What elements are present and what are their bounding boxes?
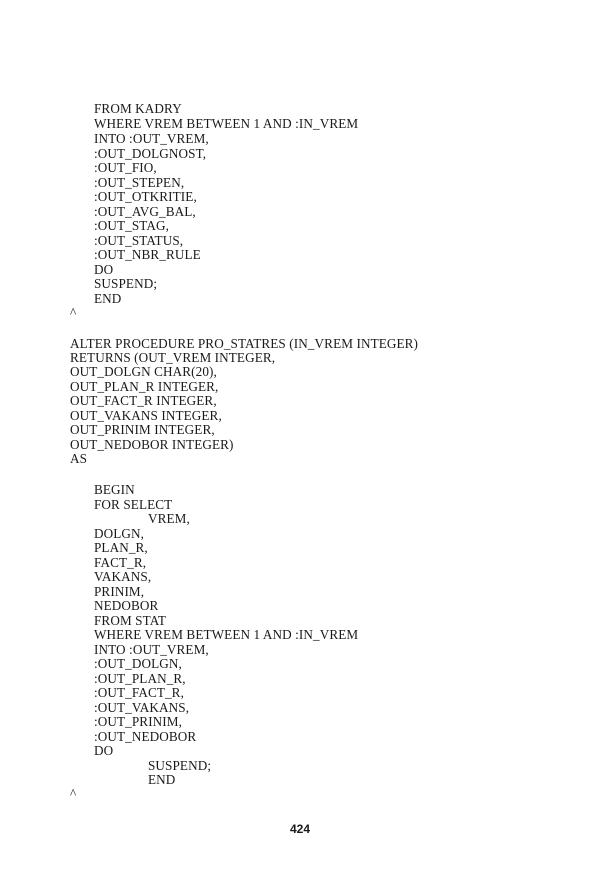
code-line: :OUT_FACT_R,	[94, 685, 184, 700]
code-line: DO	[94, 262, 114, 277]
code-line: END	[148, 772, 176, 787]
code-line: FOR SELECT	[94, 497, 173, 512]
code-line: :OUT_NBR_RULE	[94, 247, 201, 262]
code-line: DO	[94, 743, 114, 758]
code-line: OUT_PRINIM INTEGER,	[70, 422, 215, 437]
code-line: :OUT_OTKRITIE,	[94, 189, 197, 204]
code-line: OUT_NEDOBOR INTEGER)	[70, 437, 234, 452]
code-line: :OUT_PRINIM,	[94, 714, 183, 729]
code-line: :OUT_STATUS,	[94, 233, 184, 248]
code-line: OUT_PLAN_R INTEGER,	[70, 379, 219, 394]
code-line: FROM KADRY	[94, 101, 182, 116]
code-line: BEGIN	[94, 482, 135, 497]
code-line: :OUT_STAG,	[94, 218, 170, 233]
code-line: VAKANS,	[94, 569, 152, 584]
caret-terminator: ^	[70, 786, 77, 801]
code-line: RETURNS (OUT_VREM INTEGER,	[70, 350, 276, 365]
code-line: OUT_FACT_R INTEGER,	[70, 393, 217, 408]
code-line: OUT_VAKANS INTEGER,	[70, 408, 222, 423]
code-line: END	[94, 291, 122, 306]
code-line: WHERE VREM BETWEEN 1 AND :IN_VREM	[94, 116, 359, 131]
code-line: INTO :OUT_VREM,	[94, 131, 209, 146]
code-line: SUSPEND;	[148, 758, 212, 773]
code-line: :OUT_STEPEN,	[94, 175, 185, 190]
code-line: DOLGN,	[94, 526, 145, 541]
code-line: OUT_DOLGN CHAR(20),	[70, 364, 217, 379]
code-line: VREM,	[148, 511, 190, 526]
code-line: NEDOBOR	[94, 598, 159, 613]
code-line: WHERE VREM BETWEEN 1 AND :IN_VREM	[94, 627, 359, 642]
code-line: AS	[70, 451, 88, 466]
code-line: :OUT_VAKANS,	[94, 700, 190, 715]
code-line: SUSPEND;	[94, 276, 158, 291]
code-line: :OUT_DOLGNOST,	[94, 146, 207, 161]
code-line: :OUT_AVG_BAL,	[94, 204, 196, 219]
code-line: PLAN_R,	[94, 540, 148, 555]
code-line: :OUT_FIO,	[94, 160, 157, 175]
page-number: 424	[289, 822, 311, 836]
code-line: INTO :OUT_VREM,	[94, 642, 209, 657]
code-line: :OUT_DOLGN,	[94, 656, 182, 671]
caret-terminator: ^	[70, 305, 77, 320]
code-line: :OUT_PLAN_R,	[94, 671, 186, 686]
code-line: PRINIM,	[94, 584, 145, 599]
code-line: ALTER PROCEDURE PRO_STATRES (IN_VREM INTEGER)	[70, 336, 419, 351]
code-line: FROM STAT	[94, 613, 167, 628]
code-line: FACT_R,	[94, 555, 147, 570]
code-line: :OUT_NEDOBOR	[94, 729, 197, 744]
